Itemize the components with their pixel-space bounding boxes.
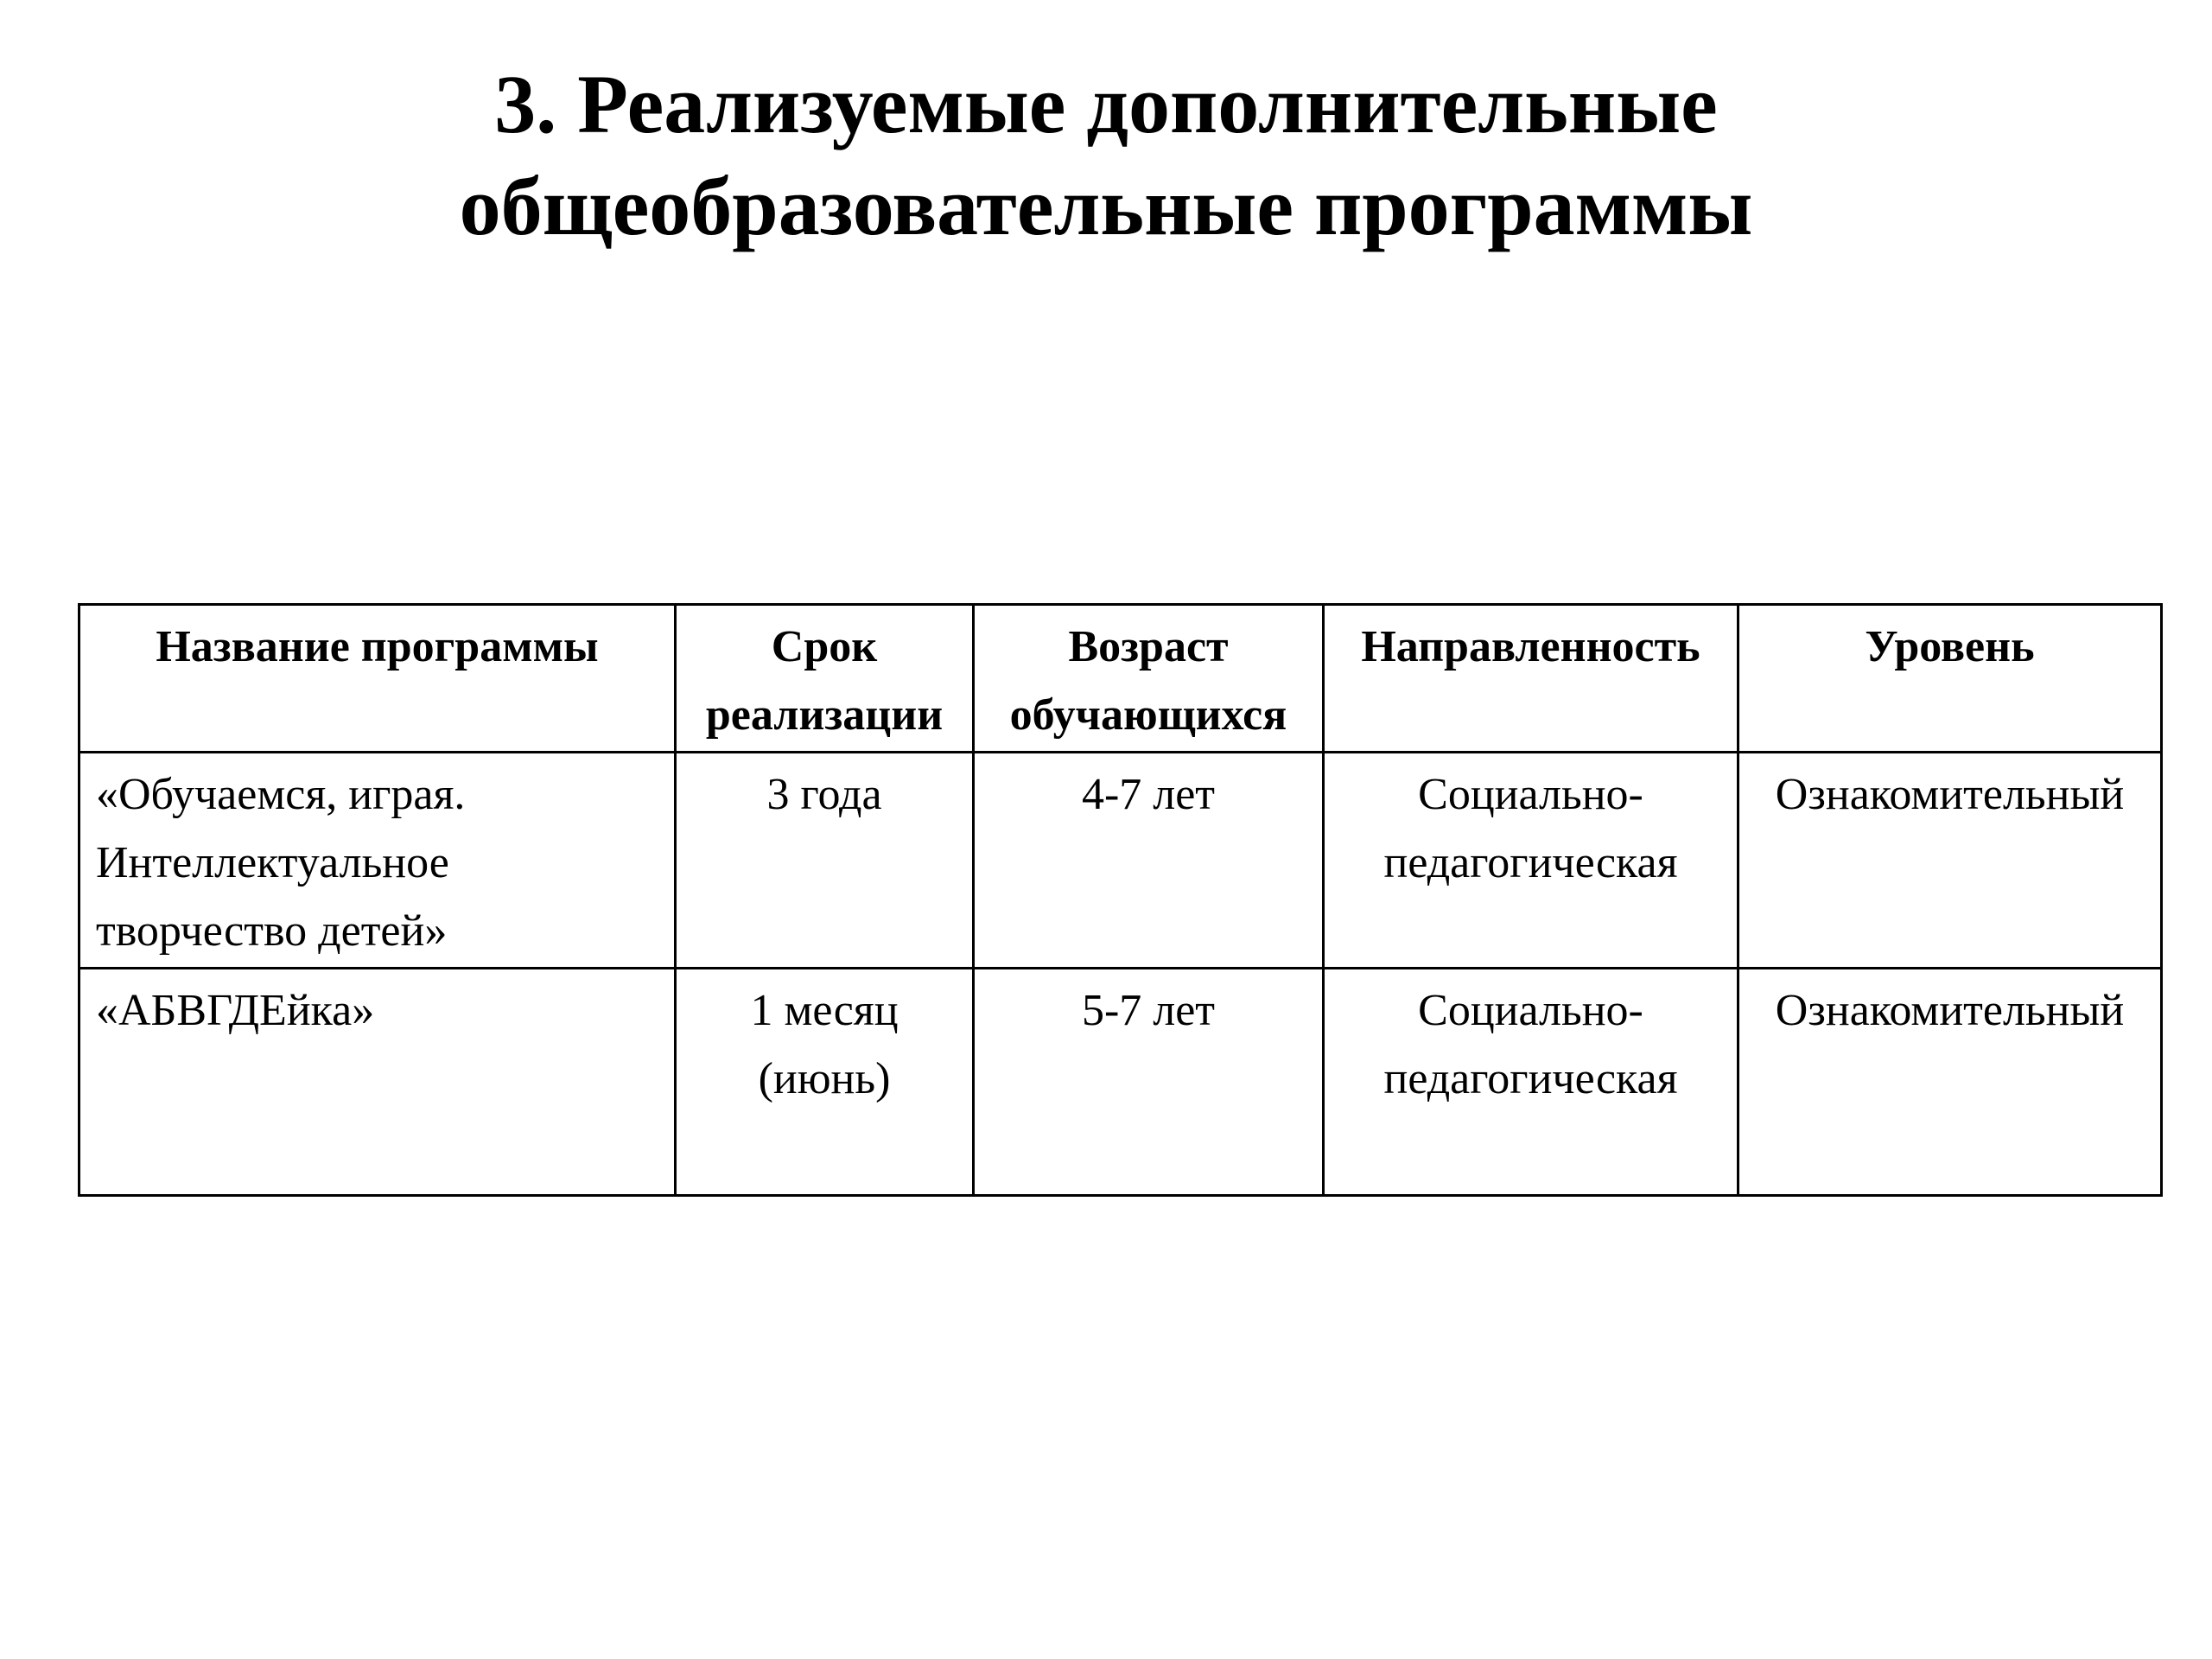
header-program-name xyxy=(79,605,676,753)
cell-text: 4-7 лет xyxy=(1081,770,1216,819)
cell-program-name xyxy=(79,969,676,1196)
slide-title xyxy=(0,54,2212,257)
table-header-row xyxy=(79,605,2162,753)
cell-focus xyxy=(1324,969,1738,1196)
cell-program-name xyxy=(79,753,676,969)
cell-text: Ознакомительный xyxy=(1775,986,2125,1035)
cell-text: педагогическая xyxy=(1383,1054,1678,1103)
cell-text: Интеллектуальное xyxy=(96,838,449,887)
header-text: реализации xyxy=(705,690,944,740)
cell-age xyxy=(974,969,1324,1196)
slide-title-line-1: 3. Реализуемые дополнительные xyxy=(494,58,1718,150)
header-level xyxy=(1738,605,2162,753)
header-text: Уровень xyxy=(1865,622,2035,671)
cell-text: 5-7 лет xyxy=(1081,986,1216,1035)
cell-text: (июнь) xyxy=(758,1054,891,1103)
cell-text: 1 месяц xyxy=(750,986,899,1035)
cell-level xyxy=(1738,753,2162,969)
cell-text: Социально- xyxy=(1418,986,1643,1035)
header-text: Возраст xyxy=(1068,622,1229,671)
cell-level xyxy=(1738,969,2162,1196)
cell-focus xyxy=(1324,753,1738,969)
programs-table xyxy=(78,603,2163,1197)
cell-text: творчество детей» xyxy=(96,906,448,956)
table-row xyxy=(79,969,2162,1196)
cell-age xyxy=(974,753,1324,969)
cell-text: Ознакомительный xyxy=(1775,770,2125,819)
cell-text: 3 года xyxy=(766,770,882,819)
header-text: Срок xyxy=(771,622,878,671)
table-row xyxy=(79,753,2162,969)
header-text: обучающихся xyxy=(1009,690,1287,740)
header-duration xyxy=(676,605,974,753)
header-focus xyxy=(1324,605,1738,753)
cell-duration xyxy=(676,753,974,969)
cell-duration xyxy=(676,969,974,1196)
header-text: Направленность xyxy=(1361,622,1700,671)
cell-text: «Обучаемся, играя. xyxy=(96,770,466,819)
cell-text: «АБВГДЕйка» xyxy=(96,986,375,1035)
header-text: Название программы xyxy=(156,622,599,671)
slide-title-line-2: общеобразовательные программы xyxy=(459,160,1753,252)
header-age xyxy=(974,605,1324,753)
cell-text: педагогическая xyxy=(1383,838,1678,887)
cell-text: Социально- xyxy=(1418,770,1643,819)
